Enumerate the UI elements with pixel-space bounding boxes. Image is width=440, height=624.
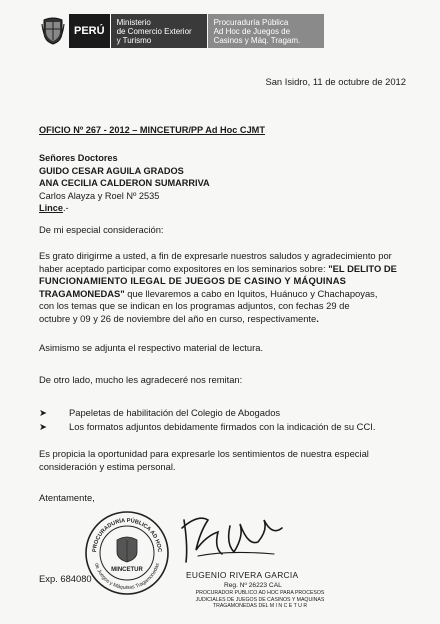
oficio-number: OFICIO Nº 267 - 2012 – MINCETUR/PP Ad Hoc CJMT — [39, 125, 265, 135]
ministry-line: Ministerio — [116, 17, 151, 27]
city-suffix: .- — [63, 203, 69, 213]
text-run: . — [316, 312, 319, 324]
office-line: TRAGAMONEDAS DEL M I N C E T U R — [212, 603, 308, 610]
seminar-title: FUNCIONAMIENTO ILEGAL DE JUEGOS DE CASINO Y MÁQUINAS — [39, 275, 347, 287]
seal-center-text: MINCETUR — [111, 567, 143, 573]
official-seal-stamp — [84, 510, 170, 596]
city-name: Lince — [39, 203, 63, 213]
arrow-bullet-icon: ➤ — [39, 407, 47, 418]
paragraph-line — [39, 313, 411, 326]
procuraduria-line: Procuraduría Pública — [213, 17, 289, 27]
list-item-text: Papeletas de habilitación del Colegio de Abogados — [69, 407, 281, 418]
text-run: octubre y 09 y 26 de noviembre del año en curso, respectivamente — [39, 312, 317, 324]
country-label: PERÚ — [69, 14, 111, 48]
requirements-list — [39, 406, 375, 434]
text-run: que llevaremos a cabo en Iquitos, Huánuco y Chachapoyas, — [124, 287, 378, 299]
procuraduria-line: Casinos y Máq. Tragam. — [213, 35, 301, 45]
letter-date: San Isidro, 11 de octubre de 2012 — [265, 76, 406, 87]
recipient-city — [39, 202, 210, 215]
signatory-office — [194, 590, 326, 610]
ministry-line: y Turismo — [116, 35, 152, 45]
body-paragraph-3: De otro lado, mucho les agradeceré nos remitan: — [39, 374, 243, 385]
recipient-title: Señores Doctores — [39, 153, 118, 163]
recipient-name: ANA CECILIA CALDERON SUMARRIVA — [39, 178, 210, 188]
signatory-name: EUGENIO RIVERA GARCIA — [186, 570, 299, 580]
recipient-block — [39, 152, 210, 215]
body-paragraph-2: Asimismo se adjunta el respectivo material de lectura. — [39, 342, 264, 353]
body-paragraph-4 — [39, 448, 411, 473]
list-item — [39, 420, 375, 434]
paragraph-line: Es grato dirigirme a usted, a fin de expresarle nuestros saludos y agradecimiento por — [39, 250, 392, 261]
office-line: PROCURADOR PUBLICO AD HOC PARA PROCESOS — [195, 590, 325, 596]
handwritten-signature — [178, 506, 288, 568]
recipient-address: Carlos Alayza y Roel Nº 2535 — [39, 190, 160, 201]
seminar-title: TRAGAMONEDAS" — [39, 287, 125, 299]
paragraph-line: consideración y estima personal. — [39, 460, 176, 472]
ministry-label — [111, 14, 207, 48]
closing: Atentamente, — [39, 492, 95, 503]
procuraduria-line: Ad Hoc de Juegos de — [213, 26, 291, 36]
text-run: haber aceptado participar como expositores en los seminarios sobre: — [39, 262, 329, 274]
seal-ring-text-bottom: de Juegos y Máquinas Tragamonedas — [92, 562, 162, 592]
recipient-name: GUIDO CESAR AGUILA GRADOS — [39, 165, 184, 176]
paragraph-line: Es propicia la oportunidad para expresarle los sentimientos de nuestra especial — [39, 448, 369, 459]
paragraph-line — [39, 263, 411, 276]
expediente-number: Exp. 684080 — [39, 573, 92, 584]
seal-ring-text: PROCURADURÍA PÚBLICA AD HOC — [91, 517, 163, 553]
peru-coat-of-arms-icon — [41, 14, 65, 46]
list-item — [39, 406, 375, 420]
seminar-title: "EL DELITO DE — [328, 262, 397, 274]
greeting: De mi especial consideración: — [39, 224, 164, 235]
letterhead — [41, 14, 324, 48]
paragraph-line — [39, 288, 411, 301]
paragraph-line: con los temas que se indican en los programas adjuntos, con fechas 29 de — [39, 300, 350, 312]
signatory-registration: Reg. Nº 26223 CAL — [224, 582, 282, 589]
body-paragraph-1 — [39, 250, 411, 326]
list-item-text: Los formatos adjuntos debidamente firmados con la indicación de su CCI. — [69, 421, 376, 432]
arrow-bullet-icon: ➤ — [39, 421, 47, 432]
procuraduria-label — [208, 14, 324, 48]
office-line: JUDICIALES DE JUEGOS DE CASINOS Y MAQUINAS — [195, 596, 325, 603]
ministry-line: de Comercio Exterior — [116, 26, 192, 36]
